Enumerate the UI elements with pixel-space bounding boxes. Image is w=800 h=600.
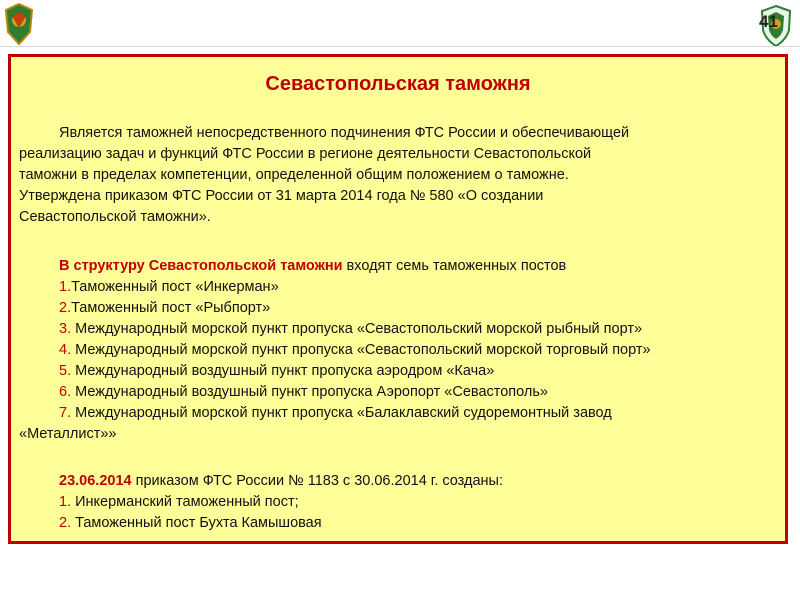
page-title: Севастопольская таможня bbox=[265, 73, 531, 95]
list-item bbox=[19, 513, 779, 534]
intro-paragraph bbox=[19, 123, 779, 228]
orders-section bbox=[19, 471, 779, 534]
list-item bbox=[19, 382, 779, 403]
list-item-text: Международный морской пункт пропуска «Севастопольский морской торговый порт» bbox=[71, 342, 651, 358]
list-item bbox=[19, 277, 779, 298]
orders-heading bbox=[19, 471, 779, 492]
list-item bbox=[19, 319, 779, 340]
list-item bbox=[19, 340, 779, 361]
structure-section bbox=[19, 256, 779, 445]
content-panel bbox=[8, 54, 788, 544]
list-item-number: 1. bbox=[59, 279, 72, 295]
list-item-number: 4. bbox=[59, 342, 72, 358]
list-item bbox=[19, 403, 779, 424]
intro-line: Севастопольской таможни». bbox=[19, 209, 211, 225]
intro-line: реализацию задач и функций ФТС России в регионе деятельности Севастопольской bbox=[19, 146, 592, 162]
list-item-number: 6. bbox=[59, 384, 72, 400]
orders-heading-rest: приказом ФТС России № 1183 с 30.06.2014 г. созданы: bbox=[131, 473, 503, 489]
list-item-number: 5. bbox=[59, 363, 72, 379]
list-item-text: Таможенный пост «Инкерман» bbox=[71, 279, 279, 295]
list-item bbox=[19, 361, 779, 382]
structure-heading bbox=[19, 256, 779, 277]
orders-date: 23.06.2014 bbox=[59, 473, 132, 489]
list-item-number: 2. bbox=[59, 300, 72, 316]
list-item-number: 2. bbox=[59, 515, 72, 531]
list-item-text: Международный воздушный пункт пропуска аэродром «Кача» bbox=[71, 363, 495, 379]
list-item-text: Международный воздушный пункт пропуска Аэропорт «Севастополь» bbox=[71, 384, 548, 400]
list-item-number: 1. bbox=[59, 494, 72, 510]
list-item-text: Международный морской пункт пропуска «Балаклавский судоремонтный завод bbox=[71, 405, 612, 421]
list-item-text: Таможенный пост «Рыбпорт» bbox=[71, 300, 271, 316]
list-item bbox=[19, 492, 779, 513]
list-item-number: 3. bbox=[59, 321, 72, 337]
customs-emblem-left-icon bbox=[2, 2, 36, 46]
slide-number: 41 bbox=[759, 12, 778, 31]
list-item-text: Инкерманский таможенный пост; bbox=[71, 494, 299, 510]
intro-line: таможни в пределах компетенции, определенной общим положением о таможне. bbox=[19, 167, 569, 183]
structure-heading-rest: входят семь таможенных постов bbox=[342, 258, 567, 274]
structure-heading-highlight: В структуру Севастопольской таможни bbox=[59, 258, 343, 274]
list-item-text: Таможенный пост Бухта Камышовая bbox=[71, 515, 322, 531]
list-item-text: Международный морской пункт пропуска «Севастопольский морской рыбный порт» bbox=[71, 321, 643, 337]
list-item-number: 7. bbox=[59, 405, 72, 421]
intro-line: Утверждена приказом ФТС России от 31 марта 2014 года № 580 «О создании bbox=[19, 188, 544, 204]
list-item bbox=[19, 298, 779, 319]
header-divider bbox=[0, 46, 800, 47]
list-item-continuation: «Металлист»» bbox=[19, 426, 117, 442]
intro-line: Является таможней непосредственного подчинения ФТС России и обеспечивающей bbox=[59, 125, 630, 141]
